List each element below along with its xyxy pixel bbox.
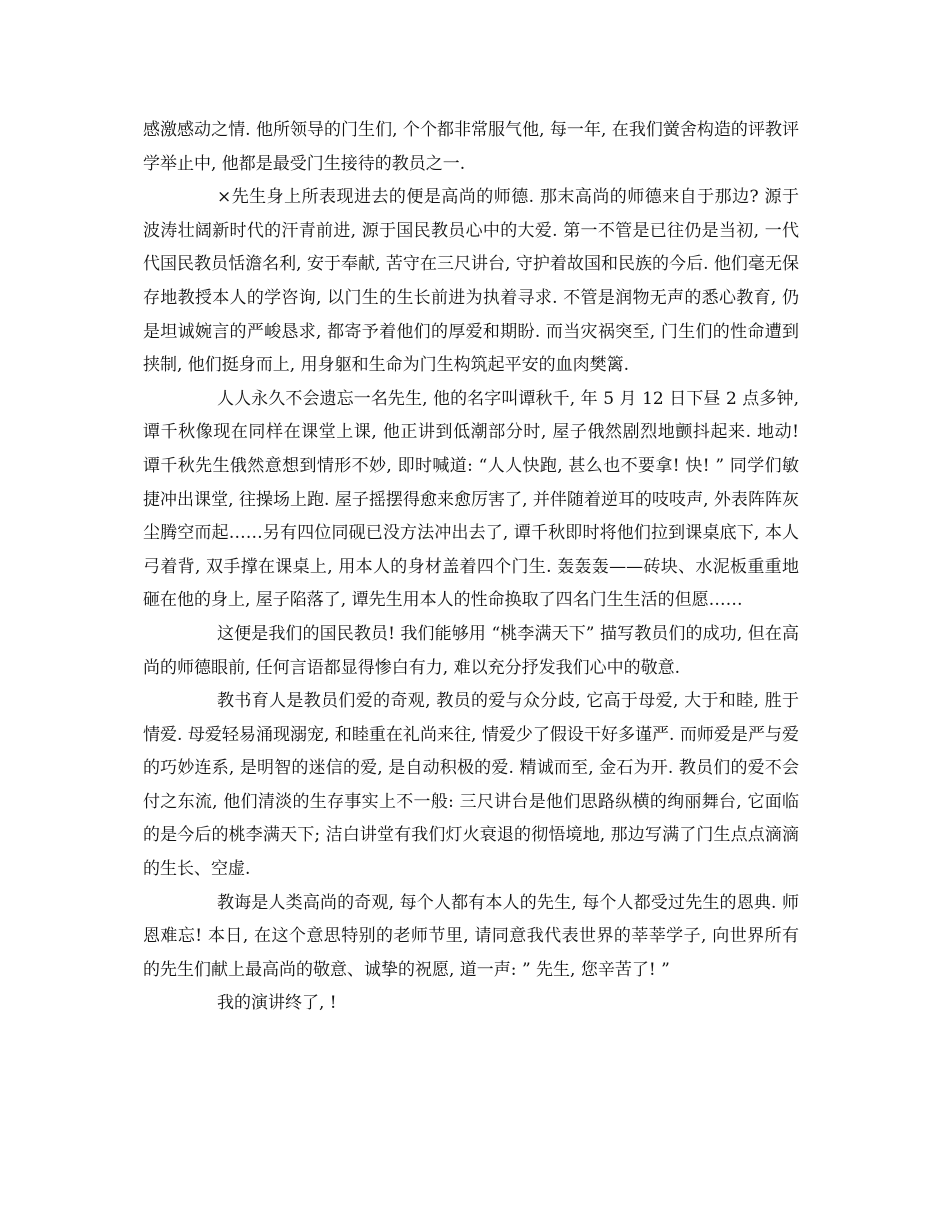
paragraph-continued: 感激感动之情. 他所领导的门生们, 个个都非常服气他, 每一年, 在我们黉舍构造的评教评学举止中, 他都是最受门生接待的教员之一.: [143, 120, 799, 174]
paragraph-teachers-love: 教书育人是教员们爱的奇观, 教员的爱与众分歧, 它高于母爱, 大于和睦, 胜于情爱. 母爱轻易涌现溺宠, 和睦重在礼尚来往, 情爱少了假设干好多谨严. 而师爱是严与爱的巧妙连系, 是明智的迷信的爱, 是自动积极的爱. 精诚而至, 金石为开. 教员们的爱不会付之东流, 他们清淡的生存事实上不一般: 三尺讲台是他们思路纵横的绚丽舞台, 它面临的是今后的桃李满天下; 洁白讲堂有我们灯火衰退的彻悟境地, 那边写满了门生点点滴滴的生长、空虚.: [143, 691, 799, 880]
paragraph-tan-qianqiu-story: 人人永久不会遗忘一名先生, 他的名字叫谭秋千, 年 5 月 12 日下昼 2 点多钟, 谭千秋像现在同样在课堂上课, 他正讲到低潮部分时, 屋子俄然剧烈地颤抖起来. 地动! 谭千秋先生俄然意想到情形不妙, 即时喊道: “人人快跑, 甚么也不要拿! 快! ” 同学们敏捷冲出课堂, 往操场上跑. 屋子摇摆得愈来愈厉害了, 并伴随着逆耳的吱吱声, 外表阵阵灰尘腾空而起……另有四位同砚已没方法冲出去了, 谭千秋即时将他们拉到课桌底下, 本人弓着背, 双手撑在课桌上, 用本人的身材盖着四个门生. 轰轰轰——砖块、水泥板重重地砸在他的身上, 屋子陷落了, 谭先生用本人的性命换取了四名门生生活的但愿……: [143, 388, 799, 611]
paragraph-gratitude: 教诲是人类高尚的奇观, 每个人都有本人的先生, 每个人都受过先生的恩典. 师恩难忘! 本日, 在这个意思特别的老师节里, 请同意我代表世界的莘莘学子, 向世界所有的先生们献上最高尚的敬意、诚挚的祝愿, 道一声: ” 先生, 您辛苦了! ”: [143, 892, 799, 980]
paragraph-closing: 我的演讲终了, !: [217, 993, 337, 1014]
paragraph-peoples-teachers: 这便是我们的国民教员! 我们能够用 “桃李满天下” 描写教员们的成功, 但在高尚的师德眼前, 任何言语都显得惨白有力, 难以充分抒发我们心中的敬意.: [143, 623, 799, 678]
speech-text: [143, 114, 799, 1021]
paragraph-teacher-ethics: ×先生身上所表现进去的便是高尚的师德. 那末高尚的师德来自于那边? 源于波涛壮阔新时代的汗青前进, 源于国民教员心中的大爱. 第一不管是已往仍是当初, 一代代国民教员恬澹名利, 安于奉献, 苦守在三尺讲台, 守护着故国和民族的今后. 他们毫无保存地教授本人的学咨询, 以门生的生长前进为执着寻求. 不管是润物无声的悉心教育, 仍是坦诚婉言的严峻恳求, 都寄予着他们的厚爱和期盼. 而当灾祸突至, 门生们的性命遭到挟制, 他们挺身而上, 用身躯和生命为门生构筑起平安的血肉樊篱.: [143, 187, 799, 376]
